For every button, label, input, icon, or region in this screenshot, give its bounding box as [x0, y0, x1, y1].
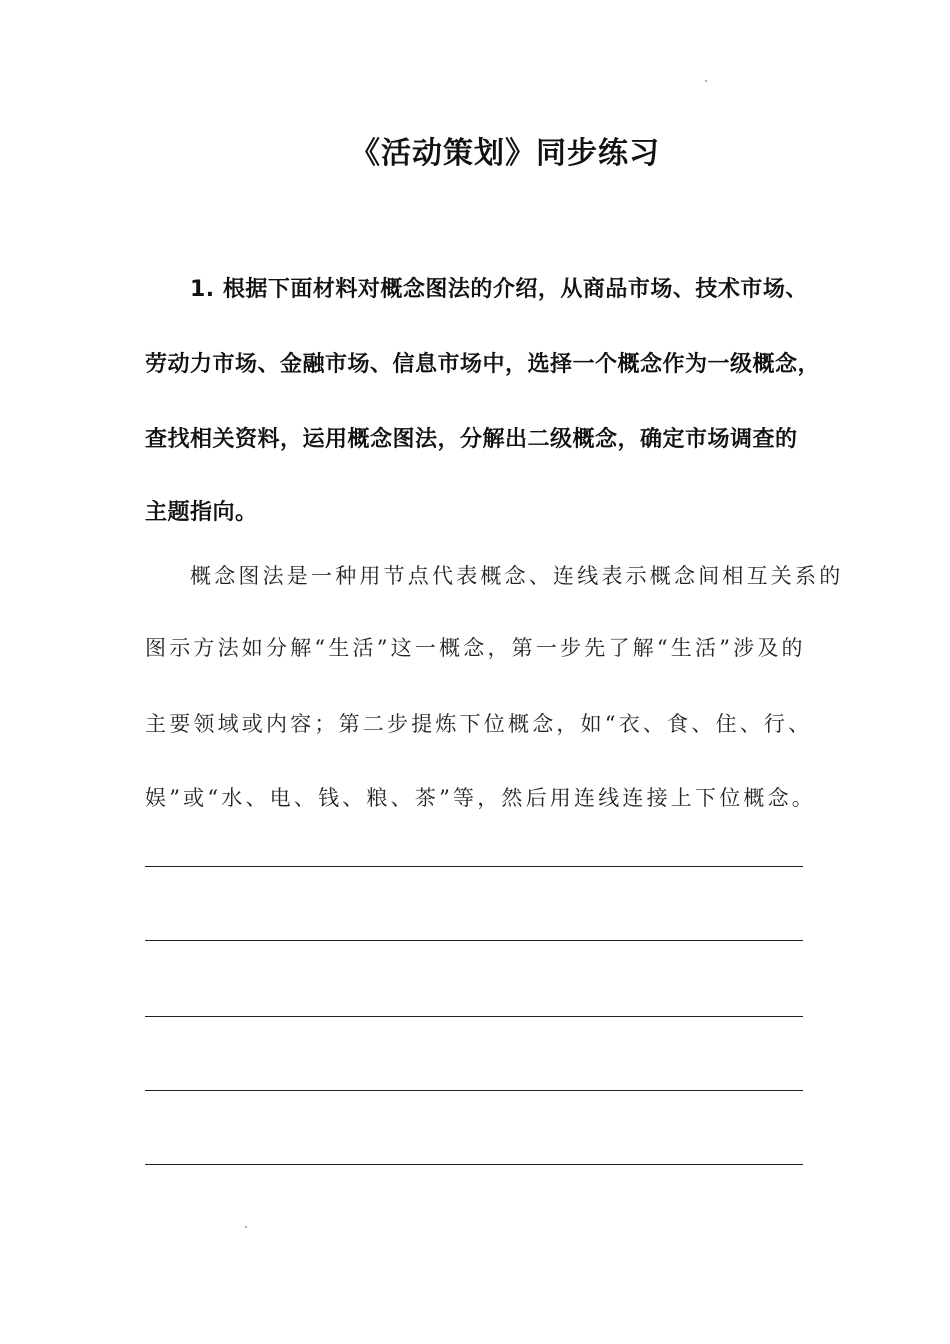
material-line-2: 图示方法如分解“生活”这一概念，第一步先了解“生活”涉及的	[145, 636, 806, 660]
material-line-3: 主要领域或内容；第二步提炼下位概念，如“衣、食、住、行、	[145, 712, 813, 736]
answer-line	[145, 1090, 803, 1091]
document-title: 《活动策划》同步练习	[350, 136, 660, 171]
answer-line	[145, 940, 803, 941]
question-line-4: 主题指向。	[145, 500, 258, 525]
scan-speck	[245, 1226, 247, 1228]
scan-speck	[705, 80, 707, 82]
material-line-1: 概念图法是一种用节点代表概念、连线表示概念间相互关系的	[190, 564, 844, 588]
question-line-3: 查找相关资料，运用概念图法，分解出二级概念，确定市场调查的	[145, 427, 798, 452]
material-line-4: 娱”或“水、电、钱、粮、茶”等，然后用连线连接上下位概念。	[145, 786, 817, 810]
answer-line	[145, 1016, 803, 1017]
question-line-2: 劳动力市场、金融市场、信息市场中，选择一个概念作为一级概念，	[145, 352, 821, 377]
answer-line	[145, 866, 803, 867]
question-line-1: 1. 根据下面材料对概念图法的介绍，从商品市场、技术市场、	[190, 277, 808, 302]
answer-line	[145, 1164, 803, 1165]
